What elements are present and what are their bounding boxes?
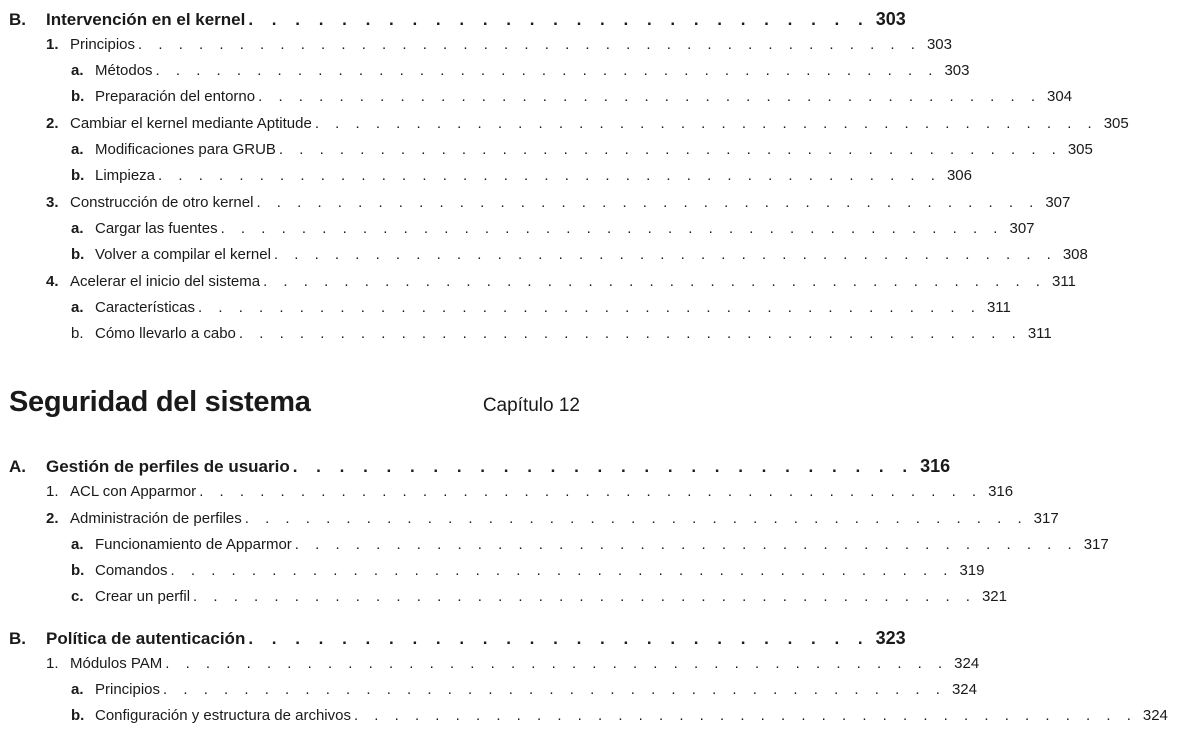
toc-title: Crear un perfil [95, 588, 191, 605]
dot-leader: . . . . . . . . . . . . . . . . . . . . . . . . . . . . . . . . . . . . . . . [353, 707, 1137, 724]
toc-title: Características [95, 299, 196, 316]
toc-marker: b. [71, 562, 85, 579]
toc-marker: a. [71, 536, 84, 553]
toc-page-number: 305 [1103, 115, 1129, 132]
toc-page-number: 323 [875, 628, 906, 648]
toc-marker: a. [71, 220, 84, 237]
dot-leader: . . . . . . . . . . . . . . . . . . . . . . . . . . . . . . . . . . . . . . . [165, 655, 949, 672]
toc-marker: b. [71, 167, 85, 184]
toc-entry[interactable] [0, 273, 1076, 297]
chapter-header [0, 386, 600, 419]
toc-entry[interactable] [0, 62, 970, 86]
toc-entry[interactable] [0, 483, 1014, 507]
toc-title: Construcción de otro kernel [70, 194, 254, 211]
toc-page-number: 303 [926, 36, 952, 53]
toc-entry[interactable] [0, 510, 1059, 534]
toc-title: Cargar las fuentes [95, 220, 218, 237]
toc-page-number: 307 [1009, 220, 1035, 237]
toc-page-number: 321 [981, 588, 1007, 605]
dot-leader: . . . . . . . . . . . . . . . . . . . . . . . . . . . . . . . . . . . . . . . [158, 167, 941, 184]
toc-heading-gestion-perfiles[interactable] [0, 456, 951, 480]
toc-entry[interactable] [0, 707, 1168, 731]
dot-leader: . . . . . . . . . . . . . . . . . . . . . . . . . . . . . . . . . . . . . . . [244, 510, 1028, 527]
toc-entry[interactable] [0, 167, 972, 191]
dot-leader: . . . . . . . . . . . . . . . . . . . . . . . . . . . [248, 10, 870, 29]
toc-entry[interactable] [0, 325, 1052, 349]
dot-leader: . . . . . . . . . . . . . . . . . . . . . . . . . . . . . . . . . . . . . . . [258, 88, 1042, 105]
toc-marker: 4. [46, 273, 59, 290]
toc-page-number: 311 [1027, 325, 1052, 342]
toc-title: Principios [95, 681, 161, 698]
dot-leader: . . . . . . . . . . . . . . . . . . . . . . . . . . . . . . . . . . . . . . . [238, 325, 1022, 342]
toc-entry[interactable] [0, 246, 1088, 270]
toc-title: Limpieza [95, 167, 156, 184]
toc-entry[interactable] [0, 88, 1073, 112]
toc-title: Cambiar el kernel mediante Aptitude [70, 115, 312, 132]
toc-page-number: 317 [1083, 536, 1109, 553]
toc-page-number: 306 [946, 167, 972, 184]
toc-entry[interactable] [0, 588, 1007, 612]
toc-marker: a. [71, 299, 84, 316]
toc-marker: b. [71, 707, 85, 724]
toc-title: Modificaciones para GRUB [95, 141, 276, 158]
dot-leader: . . . . . . . . . . . . . . . . . . . . . . . . . . . . . . . . . . . . . . . [170, 562, 954, 579]
toc-title: Funcionamiento de Apparmor [95, 536, 292, 553]
toc-title: Intervención en el kernel [46, 10, 246, 29]
toc-marker: b. [71, 88, 85, 105]
toc-page-number: 305 [1067, 141, 1093, 158]
dot-leader: . . . . . . . . . . . . . . . . . . . . . . . . . . . . . . . . . . . . . . . [193, 588, 976, 605]
toc-heading-intervencion-kernel[interactable] [0, 9, 906, 33]
toc-page-number: 324 [951, 681, 977, 698]
toc-marker: A. [9, 457, 26, 476]
chapter-title: Seguridad del sistema [9, 386, 311, 418]
dot-leader: . . . . . . . . . . . . . . . . . . . . . . . . . . . . . . . . . . . . . . . [163, 681, 946, 698]
toc-page-number: 316 [988, 483, 1014, 500]
toc-marker: 1. [46, 36, 59, 53]
toc-page-number: 311 [986, 299, 1011, 316]
toc-page-number: 311 [1051, 273, 1076, 290]
toc-entry[interactable] [0, 141, 1093, 165]
toc-page-number: 303 [875, 9, 906, 29]
toc-title: Configuración y estructura de archivos [95, 707, 351, 724]
toc-page-number: 303 [944, 62, 970, 79]
toc-heading-politica-autenticacion[interactable] [0, 628, 906, 652]
toc-title: Política de autenticación [46, 629, 246, 648]
chapter-label: Capítulo 12 [482, 395, 580, 416]
toc-page-number: 317 [1033, 510, 1059, 527]
toc-title: Módulos PAM [70, 655, 163, 672]
toc-marker: 1. [46, 483, 59, 500]
toc-marker: c. [71, 588, 84, 605]
toc-title: Volver a compilar el kernel [95, 246, 271, 263]
toc-title: Cómo llevarlo a cabo [95, 325, 236, 342]
toc-page-number: 307 [1045, 194, 1071, 211]
toc-page-number: 316 [920, 456, 951, 476]
toc-title: Comandos [95, 562, 168, 579]
toc-title: Principios [70, 36, 136, 53]
toc-entry[interactable] [0, 536, 1109, 560]
toc-marker: 1. [46, 655, 59, 672]
toc-page-number: 319 [959, 562, 985, 579]
toc-title: ACL con Apparmor [70, 483, 197, 500]
toc-entry[interactable] [0, 299, 1011, 323]
toc-entry[interactable] [0, 194, 1071, 218]
toc-marker: 3. [46, 194, 59, 211]
toc-marker: a. [71, 141, 84, 158]
toc-marker: B. [9, 10, 26, 29]
dot-leader: . . . . . . . . . . . . . . . . . . . . . . . . . . . . . . . . . . . . . . . [278, 141, 1062, 158]
toc-marker: b. [71, 246, 85, 263]
toc-entry[interactable] [0, 655, 980, 679]
dot-leader: . . . . . . . . . . . . . . . . . . . . . . . . . . . . . . . . . . . . . . . [198, 299, 981, 316]
toc-page-number: 308 [1062, 246, 1088, 263]
toc-title: Gestión de perfiles de usuario [46, 457, 290, 476]
dot-leader: . . . . . . . . . . . . . . . . . . . . . . . . . . . . . . . . . . . . . . . [314, 115, 1098, 132]
toc-entry[interactable] [0, 562, 985, 586]
dot-leader: . . . . . . . . . . . . . . . . . . . . . . . . . . . . . . . . . . . . . . . [263, 273, 1046, 290]
toc-marker: b. [71, 325, 84, 342]
toc-marker: B. [9, 629, 26, 648]
dot-leader: . . . . . . . . . . . . . . . . . . . . . . . . . . . . . . . . . . . . . . . [294, 536, 1078, 553]
toc-marker: 2. [46, 510, 59, 527]
toc-entry[interactable] [0, 115, 1129, 139]
toc-title: Métodos [95, 62, 153, 79]
toc-page-number: 324 [954, 655, 980, 672]
dot-leader: . . . . . . . . . . . . . . . . . . . . . . . . . . . [248, 629, 870, 648]
dot-leader: . . . . . . . . . . . . . . . . . . . . . . . . . . . . . . . . . . . . . . . [273, 246, 1057, 263]
toc-title: Administración de perfiles [70, 510, 242, 527]
dot-leader: . . . . . . . . . . . . . . . . . . . . . . . . . . . . . . . . . . . . . . . [256, 194, 1040, 211]
toc-title: Acelerar el inicio del sistema [70, 273, 261, 290]
dot-leader: . . . . . . . . . . . . . . . . . . . . . . . . . . . . . . . . . . . . . . . [199, 483, 983, 500]
toc-page-number: 324 [1142, 707, 1168, 724]
toc-marker: a. [71, 62, 84, 79]
dot-leader: . . . . . . . . . . . . . . . . . . . . . . . . . . . . . . . . . . . . . . . [220, 220, 1004, 237]
toc-entry[interactable] [0, 220, 1035, 244]
dot-leader: . . . . . . . . . . . . . . . . . . . . . . . . . . . . . . . . . . . . . . . [138, 36, 921, 53]
toc-marker: 2. [46, 115, 59, 132]
toc-entry[interactable] [0, 681, 977, 705]
toc-marker: a. [71, 681, 84, 698]
toc-entry[interactable] [0, 36, 952, 60]
toc-title: Preparación del entorno [95, 88, 256, 105]
dot-leader: . . . . . . . . . . . . . . . . . . . . . . . . . . . . . . . . . . . . . . . [155, 62, 939, 79]
dot-leader: . . . . . . . . . . . . . . . . . . . . . . . . . . . [292, 457, 915, 476]
toc-page-number: 304 [1047, 88, 1073, 105]
